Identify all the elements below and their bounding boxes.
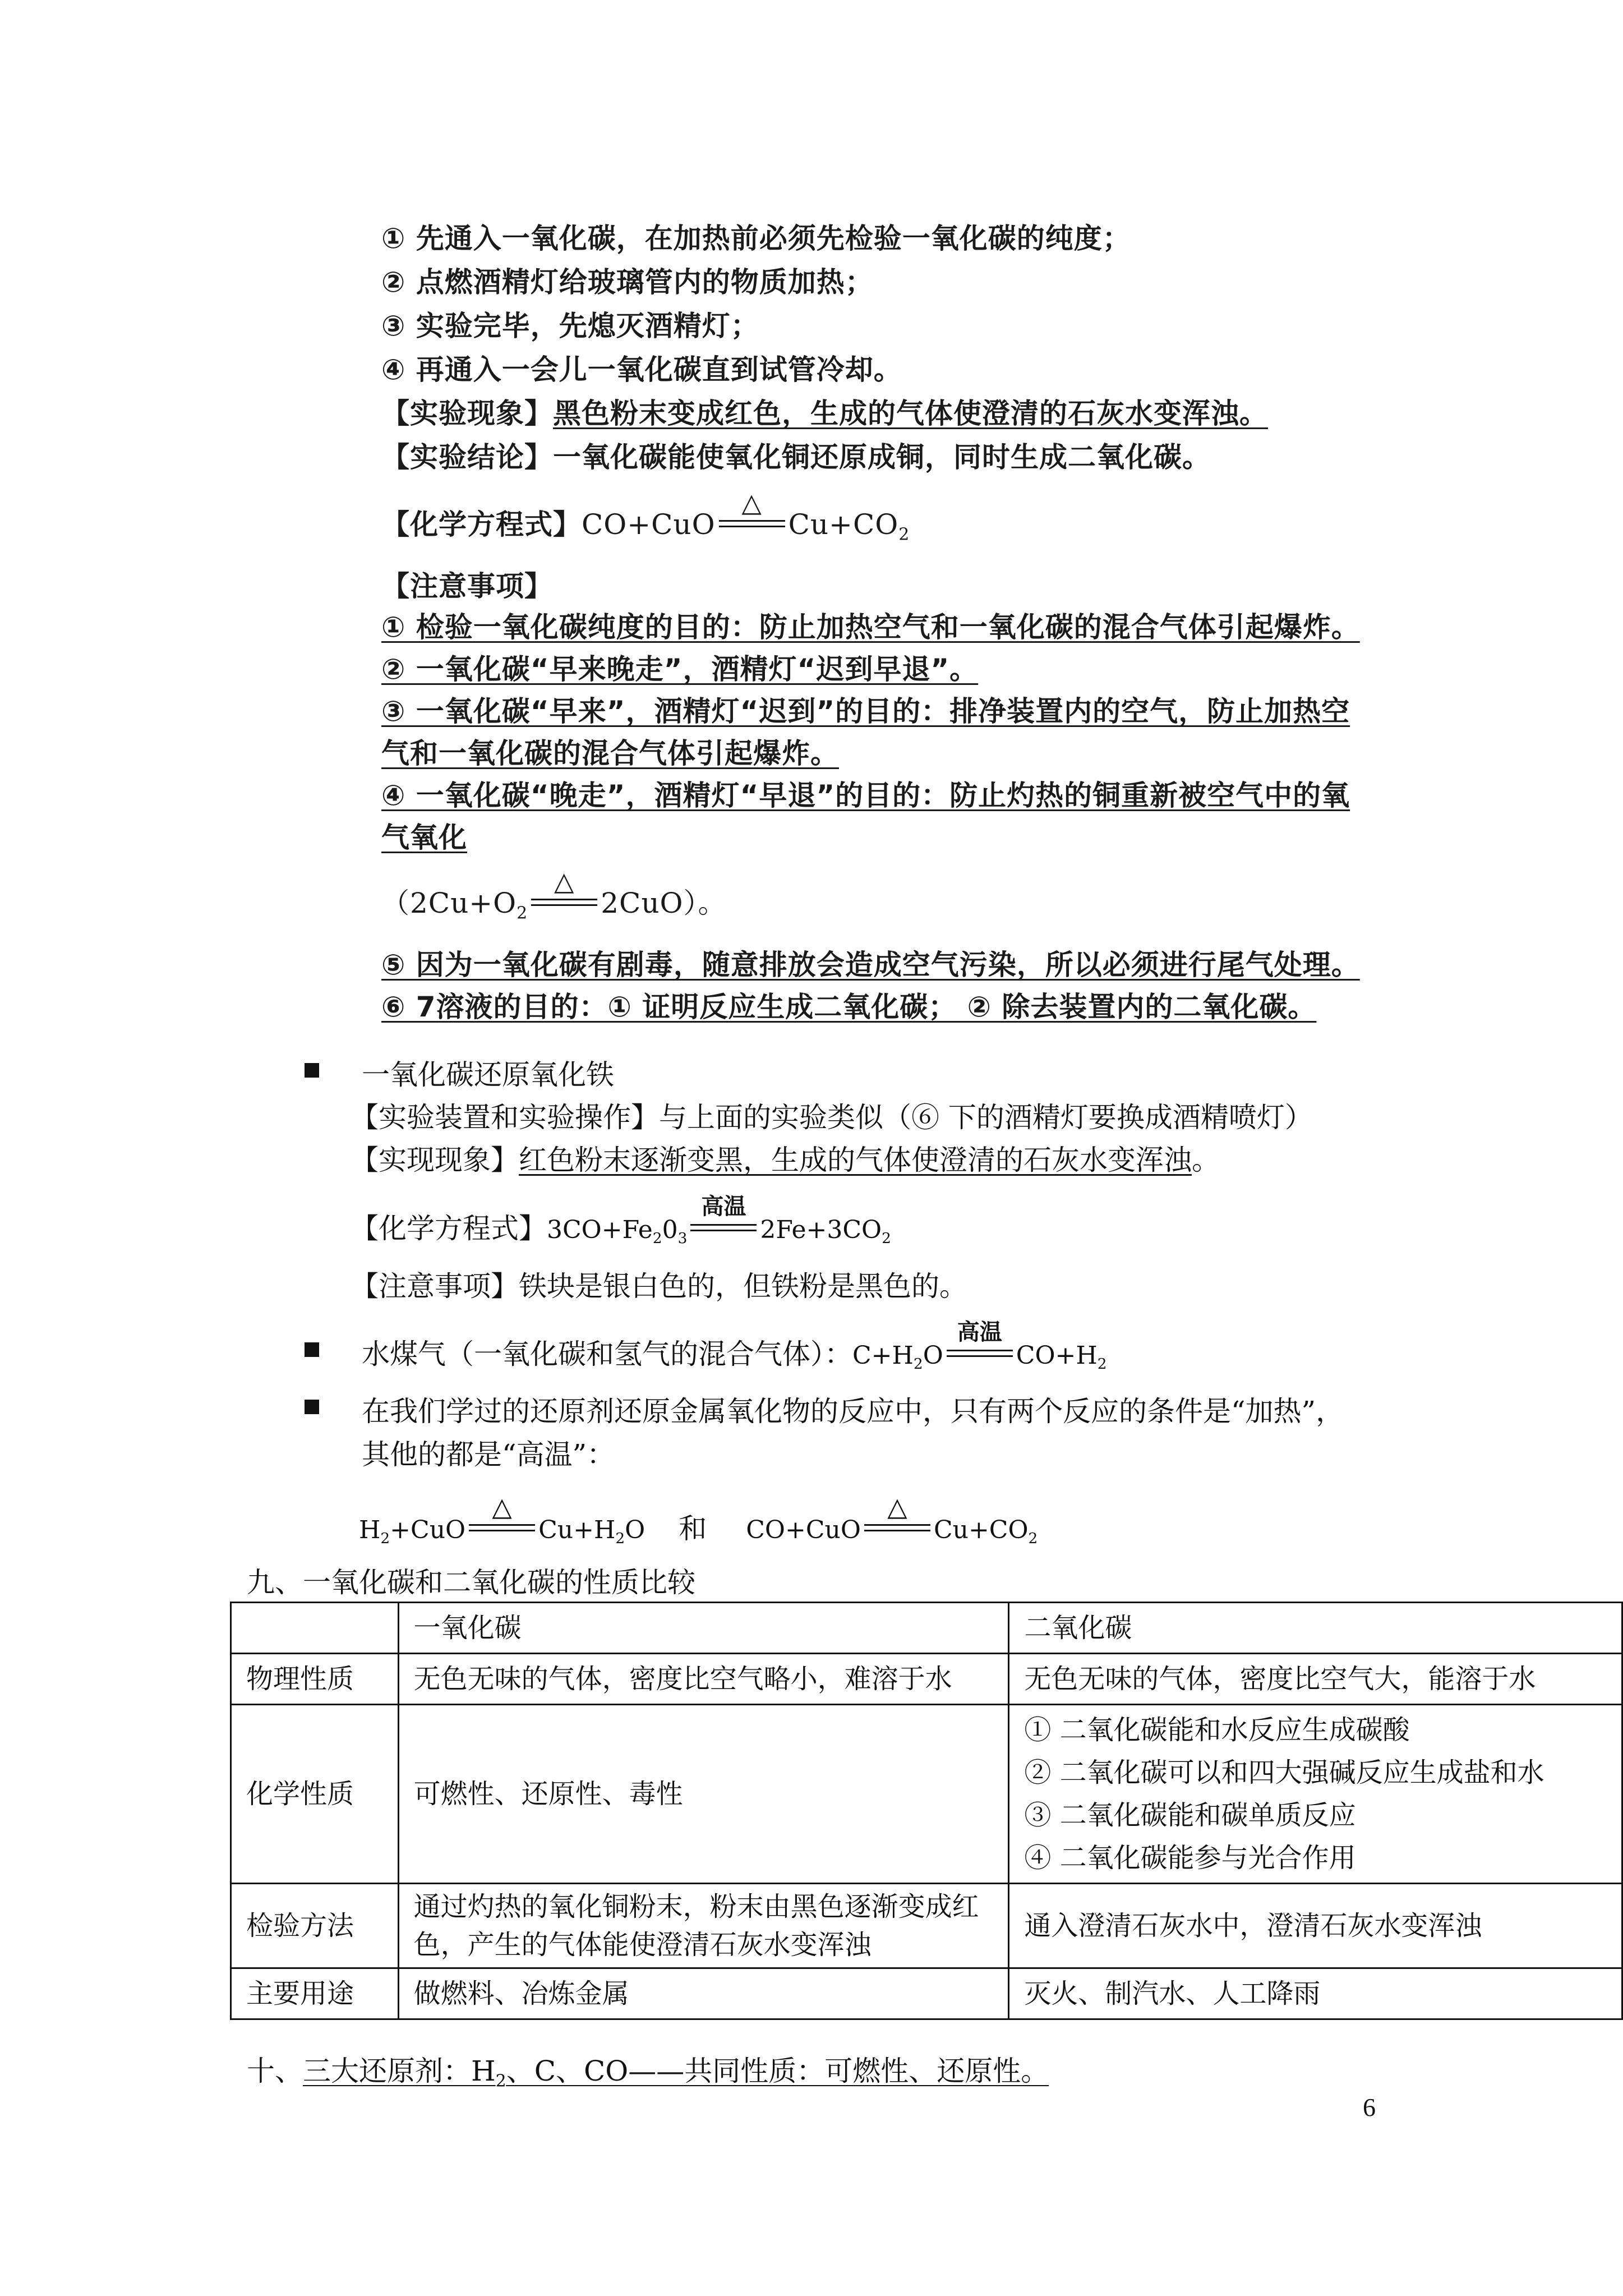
water-gas-line xyxy=(362,1319,1107,1373)
row-label-physical: 物理性质 xyxy=(231,1654,399,1705)
fe-phenomenon-label: 【实现现象】 xyxy=(351,1144,519,1176)
co2-chem-item: ④ 二氧化碳能参与光合作用 xyxy=(1024,1842,1356,1874)
row-label-use: 主要用途 xyxy=(231,1968,399,2019)
condition-sign xyxy=(469,1492,535,1538)
section-10-number: 十、 xyxy=(247,2055,303,2087)
section-10-b: 、C、CO——共同性质：可燃性、还原性。 xyxy=(506,2055,1049,2087)
table-header-cell: 二氧化碳 xyxy=(1009,1603,1622,1654)
co2-chem-item: ② 二氧化碳可以和四大强碱反应生成盐和水 xyxy=(1024,1757,1544,1788)
note-2: ② 一氧化碳“早来晚走”，酒精灯“迟到早退”。 xyxy=(381,653,979,685)
eqa-sub2: 2 xyxy=(615,1530,625,1548)
co2-physical: 无色无味的气体，密度比空气大，能溶于水 xyxy=(1009,1654,1622,1705)
phenomenon-text: 黑色粉末变成红色，生成的气体使澄清的石灰水变浑浊。 xyxy=(553,397,1268,430)
high-temp-condition: 高温 xyxy=(701,1194,746,1220)
fe-note-text: 铁块是银白色的，但铁粉是黑色的。 xyxy=(519,1270,967,1303)
eqa-h: H xyxy=(359,1516,381,1544)
co2-use: 灭火、制汽水、人工降雨 xyxy=(1009,1968,1622,2019)
note-3b: 气和一氧化碳的混合气体引起爆炸。 xyxy=(381,737,839,770)
equation-right xyxy=(788,508,910,545)
bullet-square xyxy=(305,1400,319,1414)
eqa-right2: O xyxy=(625,1516,645,1544)
note-3a: ③ 一氧化碳“早来”，酒精灯“迟到”的目的：排净装置内的空气，防止加热空 xyxy=(381,695,1350,728)
reducers-line-1: 在我们学过的还原剂还原金属氧化物的反应中，只有两个反应的条件是“加热”， xyxy=(362,1395,1344,1428)
table-header-cell xyxy=(231,1603,399,1654)
fe-eq-sub3: 2 xyxy=(882,1230,891,1248)
note-1: ① 检验一氧化碳纯度的目的：防止加热空气和一氧化碳的混合气体引起爆炸。 xyxy=(381,611,1360,643)
co-physical: 无色无味的气体，密度比空气略小，难溶于水 xyxy=(398,1654,1009,1705)
bullet-square xyxy=(305,1063,319,1078)
co2-chemical xyxy=(1009,1705,1622,1884)
fe-equation-formula xyxy=(547,1194,891,1248)
conclusion-line xyxy=(381,435,1211,475)
step-3: ③ 实验完毕，先熄灭酒精灯； xyxy=(381,310,759,342)
eqb-left: CO+CuO xyxy=(746,1516,861,1544)
row-label-chemical: 化学性质 xyxy=(231,1705,399,1884)
phenomenon-label: 【实验现象】 xyxy=(381,397,553,430)
eqa-left: +CuO xyxy=(390,1516,466,1544)
o2-equation-left: （2Cu+O xyxy=(381,887,517,919)
water-gas-equation xyxy=(852,1319,1107,1373)
heat-condition: △ xyxy=(492,1492,512,1522)
phenomenon-line xyxy=(381,391,1268,431)
eqb-right: Cu+CO xyxy=(933,1516,1029,1544)
comparison-table xyxy=(230,1602,1623,2020)
note-5: ⑤ 因为一氧化碳有剧毒，随意排放会造成空气污染，所以必须进行尾气处理。 xyxy=(381,949,1360,981)
row-label-test: 检验方法 xyxy=(231,1884,399,1968)
section-10 xyxy=(247,2049,1049,2089)
page-number: 6 xyxy=(1363,2093,1376,2122)
wg-sub1: 2 xyxy=(913,1355,923,1373)
fe-heading: 一氧化碳还原氧化铁 xyxy=(362,1059,614,1091)
condition-sign xyxy=(690,1194,757,1238)
step-2: ② 点燃酒精灯给玻璃管内的物质加热； xyxy=(381,266,874,298)
table-row xyxy=(231,1968,1622,2019)
bullet-square xyxy=(305,1342,319,1357)
wg-sub2: 2 xyxy=(1097,1355,1107,1373)
conclusion-label: 【实验结论】 xyxy=(381,441,553,473)
reducers-line-2: 其他的都是“高温”： xyxy=(362,1438,615,1471)
note-6: ⑥ 7溶液的目的：① 证明反应生成二氧化碳； ② 除去装置内的二氧化碳。 xyxy=(381,991,1317,1023)
notes-title: 【注意事项】 xyxy=(381,570,553,602)
fe-equation xyxy=(351,1194,891,1248)
fe-setup-label: 【实验装置和实验操作】 xyxy=(351,1101,659,1134)
heat-condition: △ xyxy=(554,866,575,896)
section-10-sub: 2 xyxy=(495,2071,506,2091)
table-header-row xyxy=(231,1603,1622,1654)
o2-equation-right: 2CuO）。 xyxy=(601,887,727,919)
table-header-cell: 一氧化碳 xyxy=(398,1603,1009,1654)
fe-equation-label: 【化学方程式】 xyxy=(351,1212,547,1245)
equation-right-text: Cu+CO xyxy=(788,508,899,541)
table-row xyxy=(231,1654,1622,1705)
section-9-title: 九、一氧化碳和二氧化碳的性质比较 xyxy=(247,1566,695,1599)
co-chemical: 可燃性、还原性、毒性 xyxy=(398,1705,1009,1884)
note-4a: ④ 一氧化碳“晚走”，酒精灯“早退”的目的：防止灼热的铜重新被空气中的氧 xyxy=(381,779,1350,812)
step-4: ④ 再通入一会儿一氧化碳直到试管冷却。 xyxy=(381,353,902,386)
fe-eq-mid: 0 xyxy=(662,1216,678,1244)
fe-note xyxy=(351,1264,967,1304)
co-test xyxy=(398,1884,1009,1968)
note-4b: 气氧化 xyxy=(381,821,467,854)
wg-left2: O xyxy=(923,1341,943,1370)
co-test-line: 色，产生的气体能使澄清石灰水变浑浊 xyxy=(413,1929,872,1961)
co-test-line: 通过灼热的氧化铜粉末，粉末由黑色逐渐变成红 xyxy=(413,1891,979,1922)
condition-sign xyxy=(531,866,597,913)
equation-subscript: 2 xyxy=(898,524,910,545)
eqb-sub: 2 xyxy=(1028,1530,1038,1548)
and-word: 和 xyxy=(679,1512,707,1545)
step-1: ① 先通入一氧化碳，在加热前必须先检验一氧化碳的纯度； xyxy=(381,222,1131,255)
wg-right: CO+H xyxy=(1016,1341,1098,1370)
equation-left: CO+CuO xyxy=(582,508,716,541)
co2-chem-item: ③ 二氧化碳能和碳单质反应 xyxy=(1024,1800,1356,1831)
eqa-sub: 2 xyxy=(380,1530,390,1548)
note-4-equation xyxy=(381,866,727,923)
co2-test: 通入澄清石灰水中，澄清石灰水变浑浊 xyxy=(1009,1884,1622,1968)
fe-phenomenon-end: 。 xyxy=(1192,1144,1220,1176)
heat-condition: △ xyxy=(887,1492,907,1522)
water-gas-text: 水煤气（一氧化碳和氢气的混合气体）： xyxy=(362,1338,852,1370)
equation-label: 【化学方程式】 xyxy=(381,508,582,541)
fe-eq-right: 2Fe+3CO xyxy=(760,1216,882,1244)
fe-note-label: 【注意事项】 xyxy=(351,1270,519,1303)
condition-sign xyxy=(864,1492,930,1538)
fe-eq-sub1: 2 xyxy=(652,1230,662,1248)
reducers-equations xyxy=(359,1492,1038,1548)
equation-cuo xyxy=(381,487,910,545)
fe-eq-left: 3CO+Fe xyxy=(547,1216,653,1244)
table-row xyxy=(231,1884,1622,1968)
fe-setup-text: 与上面的实验类似（⑥ 下的酒精灯要换成酒精喷灯） xyxy=(659,1101,1313,1134)
fe-phenomenon xyxy=(351,1138,1220,1178)
conclusion-text: 一氧化碳能使氧化铜还原成铜，同时生成二氧化碳。 xyxy=(553,441,1211,473)
table-row xyxy=(231,1705,1622,1884)
section-10-text xyxy=(303,2055,1049,2091)
condition-sign xyxy=(719,487,785,534)
fe-setup xyxy=(351,1095,1313,1135)
condition-sign xyxy=(947,1319,1013,1364)
eqa-right: Cu+H xyxy=(538,1516,616,1544)
wg-left: C+H xyxy=(852,1341,914,1370)
co2-chem-item: ① 二氧化碳能和水反应生成碳酸 xyxy=(1024,1714,1410,1746)
heat-condition: △ xyxy=(741,487,762,518)
fe-phenomenon-text: 红色粉末逐渐变黑，生成的气体使澄清的石灰水变浑浊 xyxy=(519,1144,1192,1176)
high-temp-condition: 高温 xyxy=(957,1319,1002,1345)
section-10-a: 三大还原剂：H xyxy=(303,2055,496,2087)
co-use: 做燃料、冶炼金属 xyxy=(398,1968,1009,2019)
fe-eq-sub2: 3 xyxy=(677,1230,688,1248)
o2-subscript: 2 xyxy=(517,903,528,923)
